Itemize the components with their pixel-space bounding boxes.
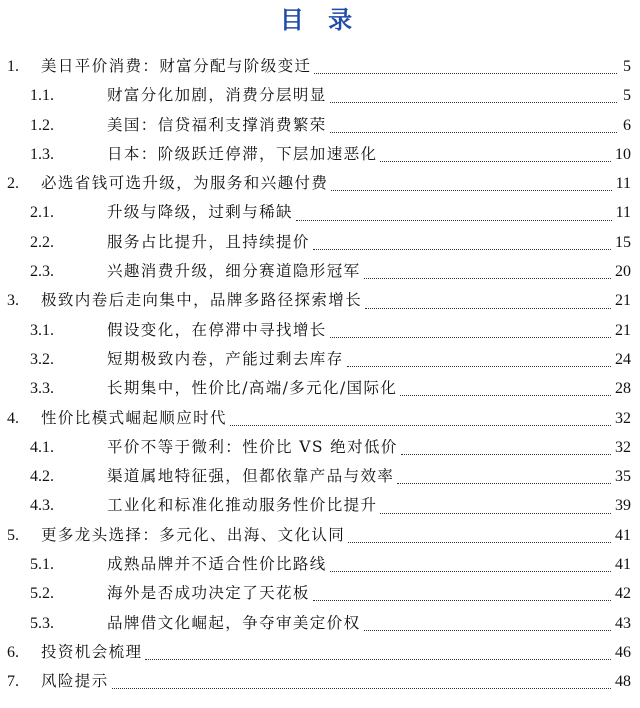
toc-entry-2-1[interactable] <box>0 198 640 227</box>
toc-entry-7[interactable] <box>0 667 640 696</box>
toc-entry-label: 美国：信贷福利支撑消费繁荣 <box>107 115 327 134</box>
toc-entry-page: 5 <box>623 58 631 75</box>
toc-entry-label: 性价比模式崛起顺应时代 <box>41 408 227 427</box>
toc-entry-number: 4.1. <box>30 438 54 456</box>
toc-entry-number: 2.3. <box>30 263 54 281</box>
dot-leader <box>330 571 611 572</box>
toc-entry-page: 43 <box>615 614 631 632</box>
toc-entry-2-2[interactable] <box>0 228 640 257</box>
dot-leader <box>380 161 611 162</box>
toc-entry-number: 2. <box>7 175 19 193</box>
toc-entry-3[interactable] <box>0 286 640 315</box>
toc-entry-label: 品牌借文化崛起，争夺审美定价权 <box>107 613 361 632</box>
toc-entry-number: 1.3. <box>30 145 54 163</box>
toc-entry-number: 5. <box>7 526 19 544</box>
toc-entry-3-3[interactable] <box>0 374 640 403</box>
toc-entry-number: 5.2. <box>30 585 54 603</box>
toc-entry-4-1[interactable] <box>0 433 640 462</box>
dot-leader <box>330 102 617 103</box>
toc-entry-number: 4.2. <box>30 468 54 486</box>
toc-entry-number: 1.2. <box>30 116 54 134</box>
table-of-contents <box>0 52 640 697</box>
dot-leader <box>296 220 612 221</box>
toc-entry-number: 6. <box>7 643 19 661</box>
toc-entry-number: 7. <box>7 673 19 691</box>
toc-entry-number: 3.2. <box>30 350 54 368</box>
toc-entry-page: 46 <box>615 643 631 661</box>
toc-entry-2[interactable] <box>0 169 640 198</box>
page-title: 目 录 <box>279 6 361 34</box>
dot-leader <box>331 190 611 191</box>
toc-entry-number: 3.1. <box>30 321 54 339</box>
toc-entry-3-2[interactable] <box>0 345 640 374</box>
toc-entry-label: 平价不等于微利：性价比 VS 绝对低价 <box>107 437 398 456</box>
dot-leader <box>400 395 611 396</box>
toc-entry-page: 11 <box>615 204 631 222</box>
toc-entry-label: 兴趣消费升级，细分赛道隐形冠军 <box>107 262 361 281</box>
toc-entry-number: 5.1. <box>30 556 54 574</box>
toc-entry-page: 48 <box>615 673 631 691</box>
toc-entry-page: 32 <box>615 438 631 456</box>
toc-entry-label: 长期集中，性价比/高端/多元化/国际化 <box>107 379 398 398</box>
toc-entry-page: 35 <box>615 468 631 486</box>
toc-entry-label: 海外是否成功决定了天花板 <box>107 584 310 603</box>
toc-entry-page: 32 <box>615 409 631 427</box>
toc-entry-4-2[interactable] <box>0 462 640 491</box>
toc-entry-5-1[interactable] <box>0 550 640 579</box>
dot-leader <box>365 308 611 309</box>
toc-entry-page: 11 <box>615 175 631 193</box>
dot-leader <box>348 542 611 543</box>
toc-entry-number: 1.1. <box>30 87 54 105</box>
toc-entry-label: 日本：阶级跃迁停滞，下层加速恶化 <box>107 144 378 163</box>
dot-leader <box>397 483 611 484</box>
toc-entry-4[interactable] <box>0 404 640 433</box>
toc-entry-number: 3. <box>7 292 19 310</box>
dot-leader <box>313 600 611 601</box>
toc-entry-page: 41 <box>615 556 631 574</box>
dot-leader <box>380 513 611 514</box>
dot-leader <box>364 630 611 631</box>
dot-leader <box>230 425 611 426</box>
toc-entry-number: 5.3. <box>30 614 54 632</box>
toc-entry-page: 41 <box>615 526 631 544</box>
toc-entry-page: 10 <box>615 145 631 163</box>
toc-entry-1-2[interactable] <box>0 111 640 140</box>
toc-entry-page: 5 <box>623 87 631 105</box>
dot-leader <box>401 454 611 455</box>
toc-entry-label: 工业化和标准化推动服务性价比提升 <box>107 496 378 515</box>
toc-entry-label: 假设变化，在停滞中寻找增长 <box>107 320 327 339</box>
toc-entry-page: 20 <box>615 263 631 281</box>
dot-leader <box>112 688 611 689</box>
toc-entry-page: 42 <box>615 585 631 603</box>
toc-entry-label: 风险提示 <box>41 672 109 691</box>
toc-entry-2-3[interactable] <box>0 257 640 286</box>
dot-leader <box>330 132 617 133</box>
toc-entry-number: 4. <box>7 409 19 427</box>
toc-entry-3-1[interactable] <box>0 316 640 345</box>
toc-entry-page: 6 <box>623 116 631 134</box>
toc-entry-6[interactable] <box>0 638 640 667</box>
dot-leader <box>347 366 611 367</box>
toc-entry-1-1[interactable] <box>0 81 640 110</box>
toc-entry-page: 24 <box>615 350 631 368</box>
toc-entry-page: 28 <box>615 380 631 398</box>
toc-entry-number: 4.3. <box>30 497 54 515</box>
toc-entry-page: 21 <box>615 292 631 310</box>
toc-entry-1[interactable] <box>0 52 640 81</box>
toc-entry-page: 15 <box>615 233 631 251</box>
dot-leader <box>145 659 611 660</box>
dot-leader <box>314 73 617 74</box>
toc-entry-label: 必选省钱可选升级，为服务和兴趣付费 <box>41 174 329 193</box>
toc-entry-label: 渠道属地特征强，但都依靠产品与效率 <box>107 467 395 486</box>
dot-leader <box>330 337 611 338</box>
toc-entry-label: 更多龙头选择：多元化、出海、文化认同 <box>41 525 346 544</box>
toc-entry-label: 服务占比提升，且持续提价 <box>107 232 310 251</box>
toc-entry-number: 2.2. <box>30 233 54 251</box>
toc-entry-page: 39 <box>615 497 631 515</box>
toc-entry-label: 短期极致内卷，产能过剩去库存 <box>107 349 344 368</box>
toc-entry-5-2[interactable] <box>0 579 640 608</box>
toc-entry-label: 极致内卷后走向集中，品牌多路径探索增长 <box>41 291 363 310</box>
dot-leader <box>364 278 611 279</box>
toc-entry-5-3[interactable] <box>0 609 640 638</box>
toc-entry-number: 2.1. <box>30 204 54 222</box>
toc-entry-label: 升级与降级，过剩与稀缺 <box>107 203 293 222</box>
toc-entry-label: 投资机会梳理 <box>41 642 143 661</box>
toc-entry-number: 3.3. <box>30 380 54 398</box>
toc-entry-5[interactable] <box>0 521 640 550</box>
toc-entry-4-3[interactable] <box>0 491 640 520</box>
toc-entry-label: 成熟品牌并不适合性价比路线 <box>107 555 327 574</box>
toc-entry-label: 财富分化加剧，消费分层明显 <box>107 86 327 105</box>
toc-entry-page: 21 <box>615 321 631 339</box>
toc-entry-number: 1. <box>7 58 19 75</box>
toc-entry-label: 美日平价消费：财富分配与阶级变迁 <box>41 57 312 75</box>
toc-entry-1-3[interactable] <box>0 140 640 169</box>
dot-leader <box>313 249 611 250</box>
